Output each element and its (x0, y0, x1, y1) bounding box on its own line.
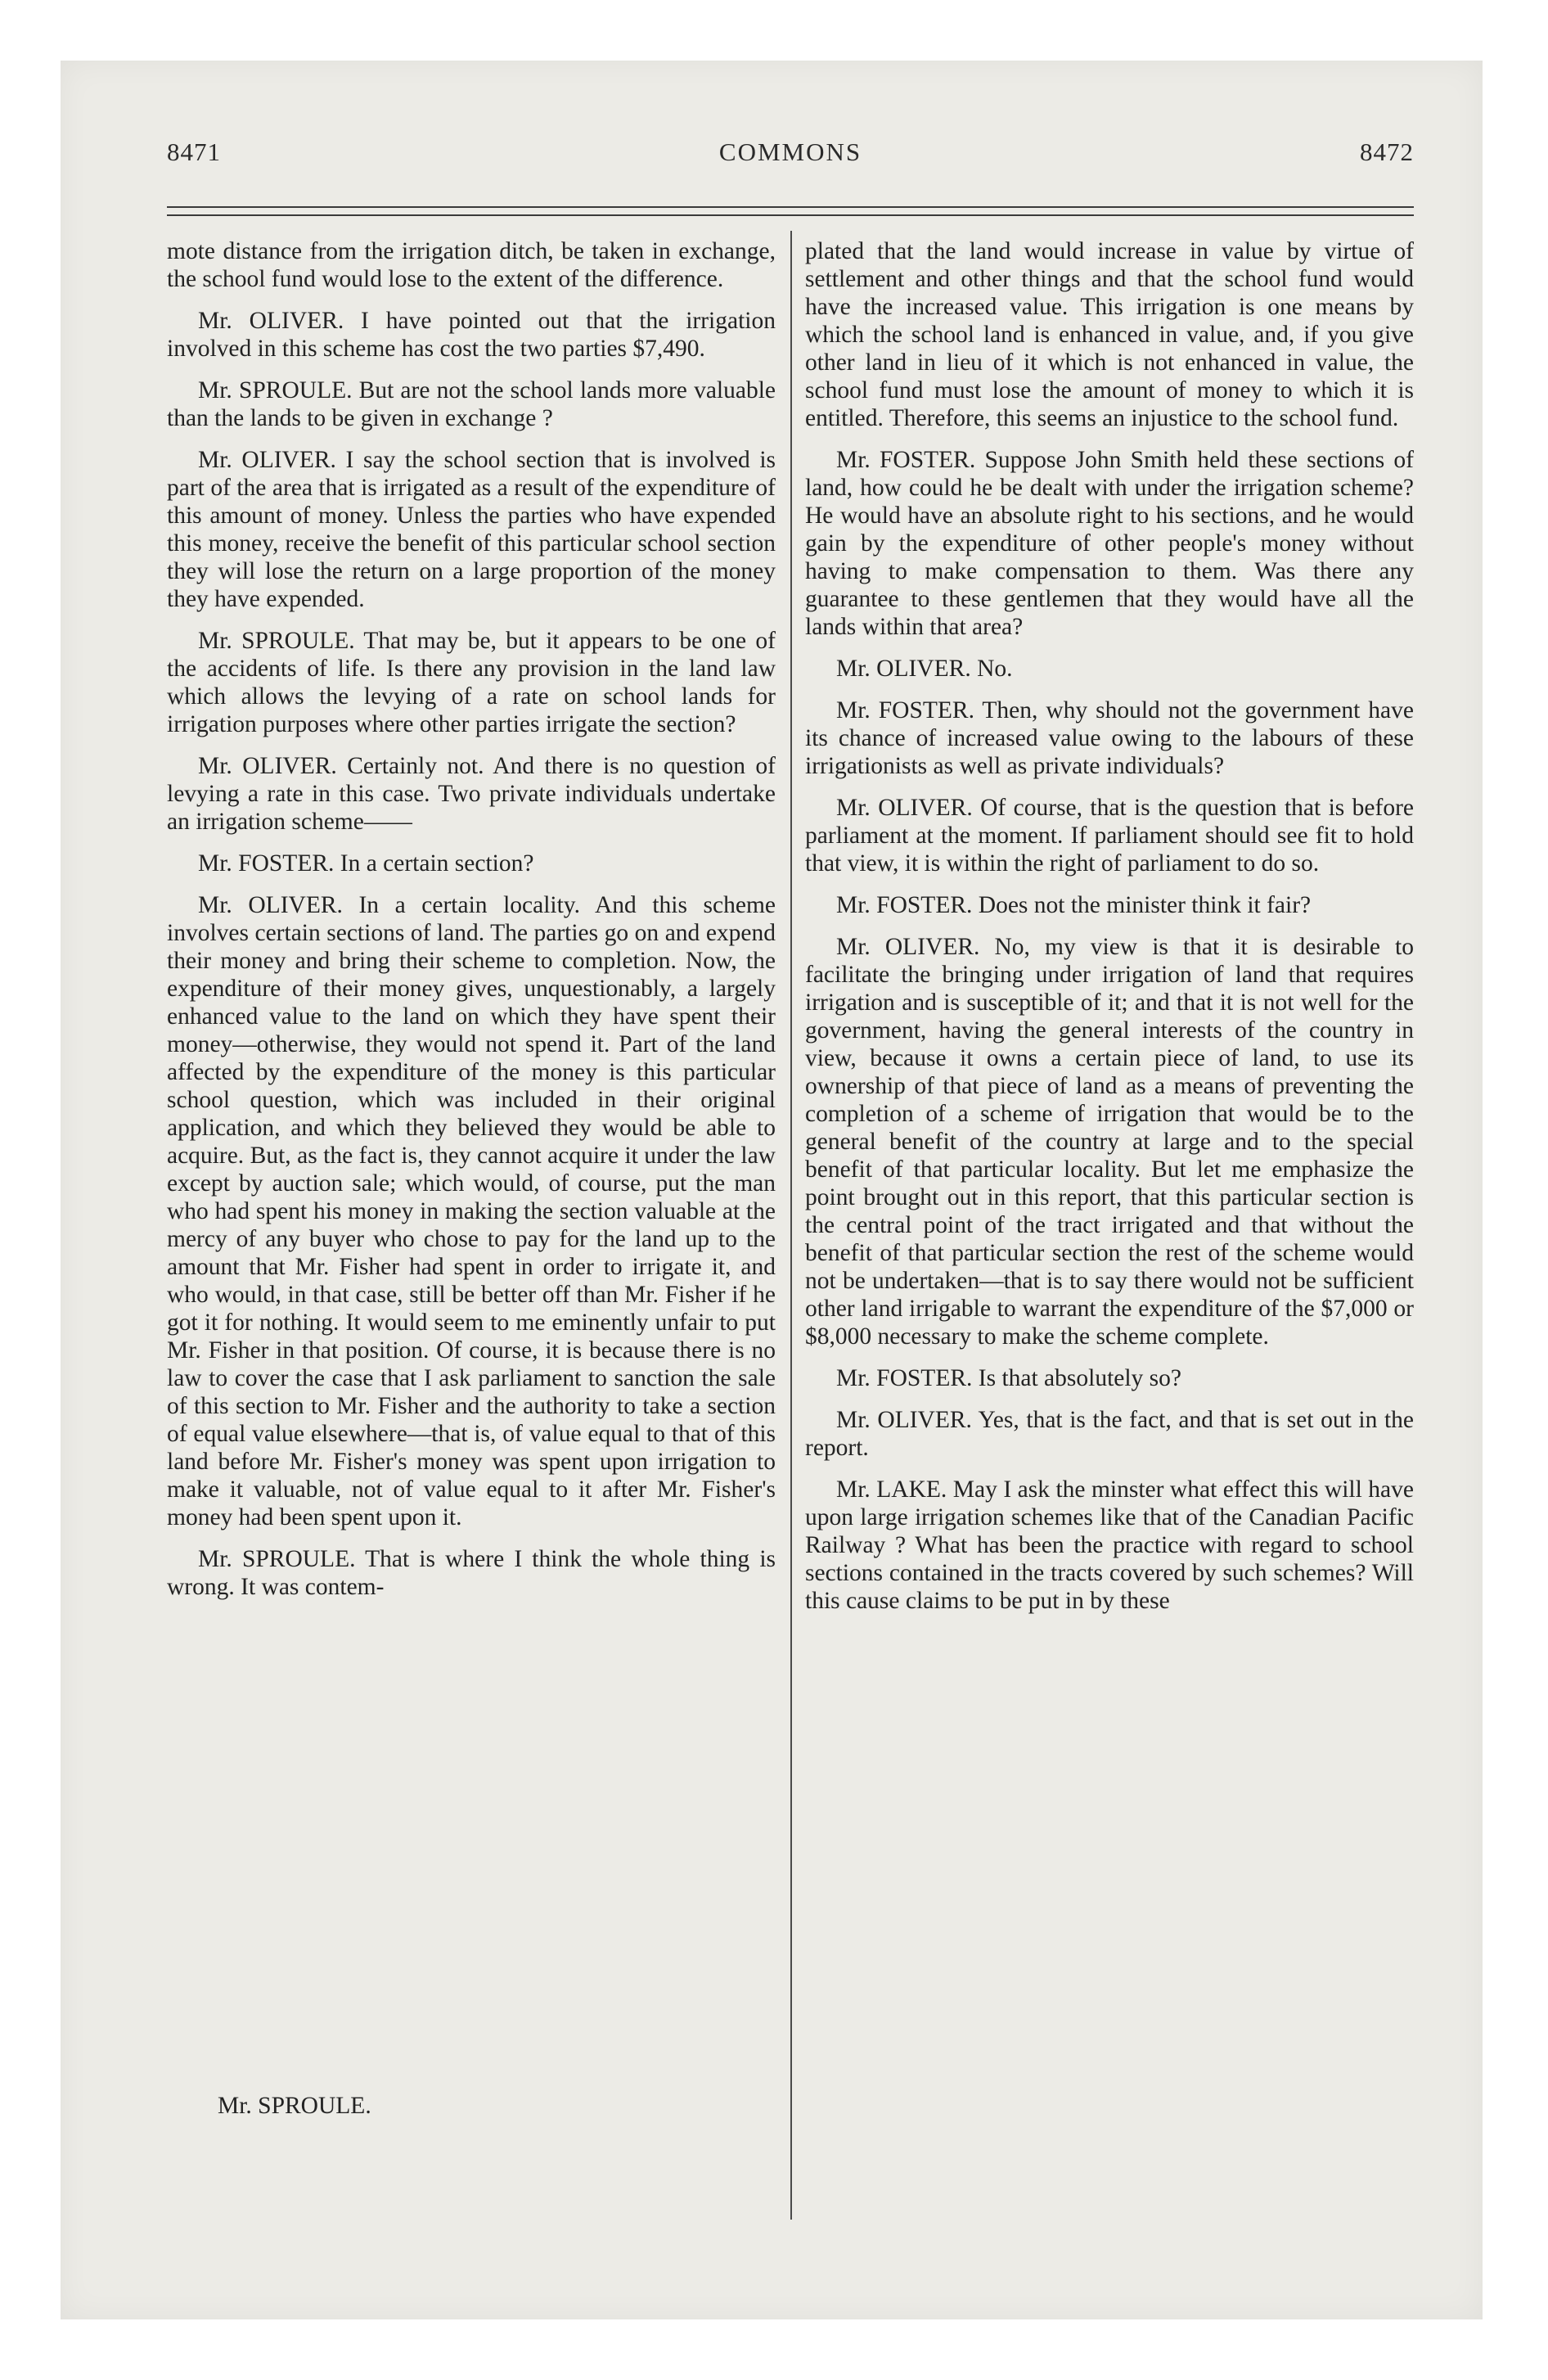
page-header (167, 137, 1414, 178)
paragraph: Mr. SPROULE. That is where I think the whole thing is wrong. It was contem- (167, 1546, 776, 1600)
paragraph: Mr. FOSTER. In a certain section? (198, 850, 534, 877)
header-rule-bottom (167, 214, 1414, 216)
paragraph: Mr. OLIVER. In a certain locality. And this scheme involves certain sections of land. The parties go on and expend their money and bring their scheme to completion. Now, the expenditure of their money gives, unquestionably, a largely enhanced value to the land on which they have spent their money—otherwise, they would not spend it. Part of the land affected by the expenditure of the money is this particular school question, which was included in their original application, and which they believed they would be able to acquire. But, as the fact is, they cannot acquire it under the law except by auction sale; which would, of course, put the man who had spent his money in making the section valuable at the mercy of any buyer who chose to pay for the land up to the amount that Mr. Fisher had spent in order to irrigate it, and who would, in that case, still be better off than Mr. Fisher if he got it for nothing. It would seem to me eminently unfair to put Mr. Fisher in that position. Of course, it is because there is no law to cover the case that I ask parliament to sanction the sale of this section to Mr. Fisher and the authority to take a section of equal value elsewhere—that is, of value equal to that of this land before Mr. Fisher's money was spent upon irrigation to make it valuable, not of value equal to it after Mr. Fisher's money had been spent upon it. (167, 892, 776, 1530)
page-number-right: 8472 (1360, 137, 1414, 166)
paragraph: Mr. LAKE. May I ask the minster what effect this will have upon large irrigation schemes like that of the Canadian Pacific Railway ? What has been the practice with regard to school sections contained in the tracts covered by such schemes? Will this cause claims to be put in by these (805, 1476, 1414, 1614)
column-divider (790, 231, 792, 2220)
paragraph: Mr. FOSTER. Is that absolutely so? (836, 1365, 1182, 1391)
paragraph: Mr. OLIVER. No, my view is that it is desirable to facilitate the bringing under irrigation of land that requires irrigation and is susceptible of it; and that it is not well for the government, having the general interests of the country in view, because it owns a certain piece of land, to use its ownership of that piece of land as a means of preventing the completion of a scheme of irrigation that would be to the general benefit of the country at large and to the special benefit of that particular locality. But let me emphasize the point brought out in this report, that this particular section is the central point of the tract irrigated and that without the benefit of that particular section the rest of the scheme would not be undertaken—that is to say there would not be sufficient other land irrigable to warrant the expenditure of the $7,000 or $8,000 necessary to make the scheme complete. (805, 934, 1414, 1350)
paragraph: Mr. SPROULE. That may be, but it appears to be one of the accidents of life. Is there any provision in the land law which allows the levying of a rate on school lands for irrigation purposes where other parties irrigate the section? (167, 628, 776, 737)
paragraph: Mr. FOSTER. Then, why should not the government have its chance of increased value owing to the labours of these irrigationists as well as private individuals? (805, 697, 1414, 779)
paragraph: plated that the land would increase in value by virtue of settlement and other things and that the school fund would have the increased value. This irrigation is one means by which the school land is enhanced in value, and, if you give other land in lieu of it which is not enhanced in value, the school fund must lose the amount of money to which it is entitled. Therefore, this seems an injustice to the school fund. (805, 238, 1414, 431)
paragraph: Mr. OLIVER. Certainly not. And there is no question of levying a rate in this case. Two private individuals undertake an irrigation scheme—— (167, 753, 776, 835)
footer-speaker: Mr. SPROULE. (218, 2093, 371, 2119)
left-column (167, 237, 776, 1615)
paragraph: Mr. OLIVER. I say the school section that is involved is part of the area that is irrigated as a result of the expenditure of this amount of money. Unless the parties who have expended this money, receive the benefit of this particular school section they will lose the return on a large proportion of the money they have expended. (167, 447, 776, 612)
paragraph: Mr. SPROULE. But are not the school lands more valuable than the lands to be given in exchange ? (167, 377, 776, 431)
paragraph: Mr. FOSTER. Suppose John Smith held these sections of land, how could he be dealt with under the irrigation scheme? He would have an absolute right to his sections, and he would gain by the expenditure of other people's money without having to make compensation to them. Was there any guarantee to these gentlemen that they would have all the lands within that area? (805, 447, 1414, 640)
paragraph: Mr. FOSTER. Does not the minister think it fair? (836, 892, 1312, 918)
right-column (805, 237, 1414, 1629)
paragraph: mote distance from the irrigation ditch, be taken in exchange, the school fund would lose to the extent of the difference. (167, 238, 776, 292)
paragraph: Mr. OLIVER. No. (836, 656, 1013, 682)
paragraph: Mr. OLIVER. Yes, that is the fact, and that is set out in the report. (805, 1407, 1414, 1461)
paragraph: Mr. OLIVER. I have pointed out that the irrigation involved in this scheme has cost the two parties $7,490. (167, 308, 776, 362)
page-number-left: 8471 (167, 137, 221, 166)
running-title: COMMONS (718, 137, 862, 166)
paragraph: Mr. OLIVER. Of course, that is the question that is before parliament at the moment. If parliament should see fit to hold that view, it is within the right of parliament to do so. (805, 795, 1414, 877)
header-rule-top (167, 206, 1414, 208)
